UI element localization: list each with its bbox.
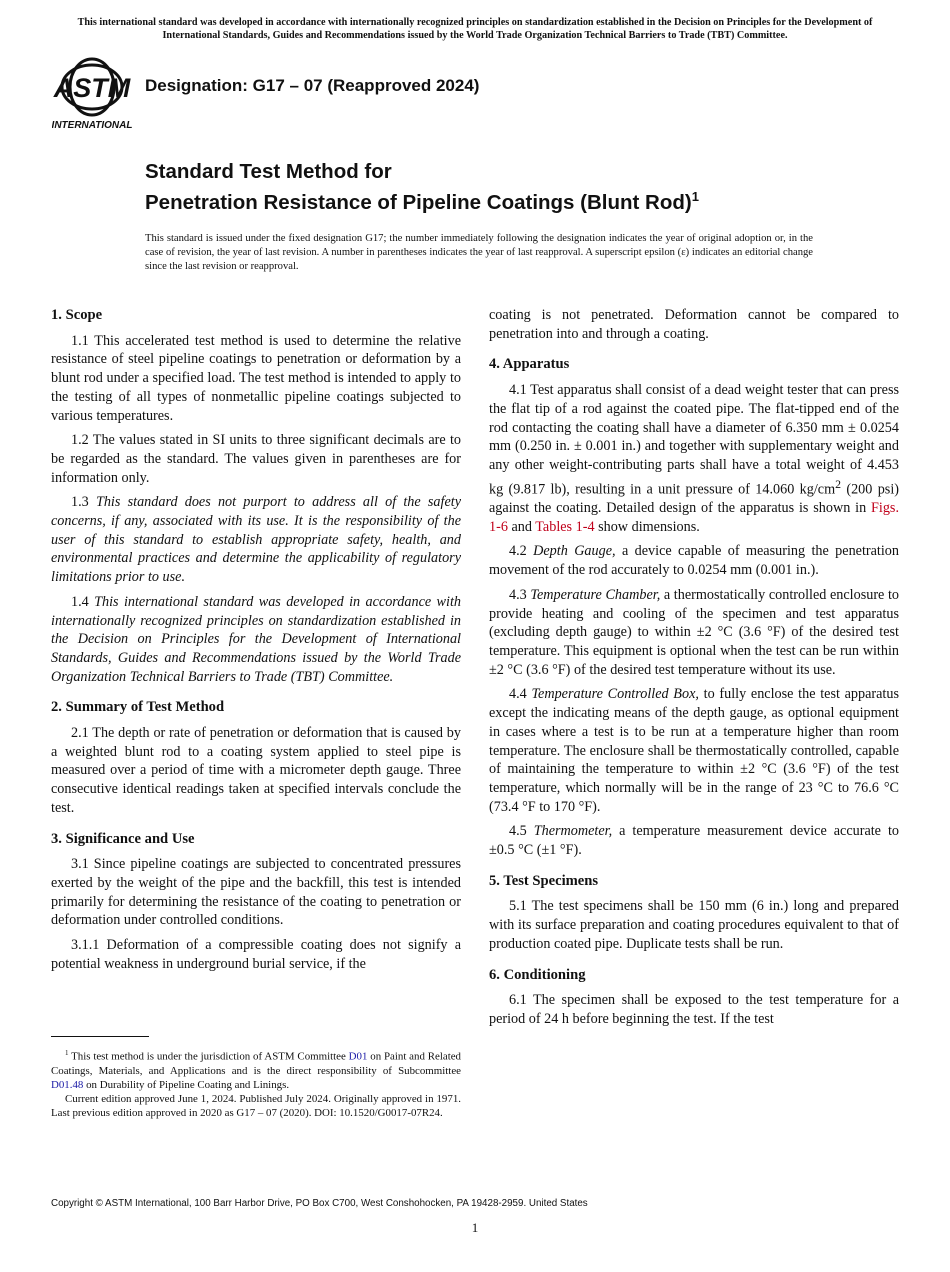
paragraph-3-1-1: 3.1.1 Deformation of a compressible coating does not signify a potential weakness in underground burial service, if the: [51, 937, 461, 972]
footnote-1: $^1$ This test method is under the jurisdiction of ASTM Committee D01 on Paint and Related Coatings, Materials, and Applications and is the direct responsibility of Subcommittee D01.48 on Durability of Pipeline Coating and Linings.: [51, 1049, 461, 1092]
section-heading: 4. Apparatus: [489, 356, 570, 373]
paragraph-1-3: 1.3 This standard does not purport to address all of the safety concerns, if any, associated with its use. It is the responsibility of the user of this standard to establish appropriate safety, health, and environmental practices and determine the applicability of regulatory limitations prior to use.: [51, 494, 461, 586]
section-heading: 6. Conditioning: [489, 966, 586, 983]
section-scope: [51, 306, 461, 686]
page-title: [145, 159, 865, 215]
copyright-notice: Copyright © ASTM International, 100 Barr Harbor Drive, PO Box C700, West Conshohocken, PA 19428-2959. United States: [51, 1198, 588, 1209]
page-number: 1: [471, 1220, 479, 1235]
section-conditioning: [489, 966, 899, 1029]
paragraph-4-1: 4.1 Test apparatus shall consist of a dead weight tester that can press the flat tip of a rod against the coated pipe. The flat-tipped end of the rod contacting the coating shall have a diameter of 6.350 mm ± 0.0254 mm (0.250 in. ± 0.001 in.) and together with supplementary weight and any other weight-contributing parts shall have a total weight of 4.453 kg (9.817 lb), resulting in a unit pressure of 14.060 $kg/cm^2$ (200 psi) against the coating. Detailed design of the apparatus is shown in Figs. 1-6 and Tables 1-4 show dimensions.: [489, 382, 899, 535]
footnotes: [51, 1046, 461, 1121]
astm-logo-icon: [52, 56, 136, 132]
issuance-statement: This standard is issued under the fixed designation G17; the number immediately following the designation indicates the year of original adoption or, in the case of revision, the year of last revision. A number in parentheses indicates the year of last reapproval. A superscript epsilon (ε) indicates an editorial change since the last revision or reapproval.: [145, 233, 813, 272]
paragraph-3-1: 3.1 Since pipeline coatings are subjected to concentrated pressures exerted by the weight of the pipe and the backfill, this test is intended primarily for determining the resistance of the coating to penetration or deformation under controlled conditions.: [51, 856, 461, 929]
committee-link[interactable]: D01: [348, 1050, 368, 1063]
paragraph-4-4: 4.4 Temperature Controlled Box, to fully enclose the test apparatus except the indicating means of the depth gauge, as optional equipment in cases where a test is to be run at a temperature higher than room temperature. The enclosure shall be thermostatically controlled, capable of maintaining the temperature to within ±2 °C (3.6 °F) of the test temperature, which normally will be in the range of 23 °C to 76.6 °C (73.4 °F to 170 °F).: [489, 686, 899, 815]
tbt-banner: This international standard was developed in accordance with internationally recognized principles on standardization established in the Decision on Principles for the Development of International Standards, Guides and Recommendations issued by the World Trade Organization Technical Barriers to Trade (TBT) Committee.: [77, 17, 873, 41]
section-summary: [51, 698, 461, 817]
paragraph-6-1: 6.1 The specimen shall be exposed to the test temperature for a period of 24 h before beginning the test. If the test: [489, 992, 899, 1027]
section-significance-continued: [489, 306, 899, 343]
designation: Designation: G17 – 07 (Reapproved 2024): [145, 76, 480, 95]
tables-link[interactable]: Tables 1-4: [535, 518, 595, 535]
logo-text: INTERNATIONAL: [52, 120, 133, 131]
paragraph-5-1: 5.1 The test specimens shall be 150 mm (6 in.) long and prepared with its surface preparation and coating procedures equivalent to that of production coated pipe. Duplicate tests shall be run.: [489, 898, 899, 952]
title-line-2: Penetration Resistance of Pipeline Coatings (Blunt Rod)$^1$: [145, 189, 699, 214]
section-significance: [51, 830, 461, 974]
section-heading: 1. Scope: [51, 307, 103, 323]
paragraph-1-1: 1.1 This accelerated test method is used to determine the relative resistance of steel pipeline coatings to penetration or deformation by a blunt rod under a specified load. The test method is intended to apply to the testing of all types of nonmetallic pipeline coatings subjected to various temperatures.: [51, 332, 461, 424]
section-heading: 5. Test Specimens: [489, 872, 599, 889]
title-footnote-mark: 1: [691, 189, 699, 204]
right-column: [489, 306, 899, 1041]
section-apparatus: [489, 355, 899, 859]
subcommittee-link[interactable]: D01.48: [51, 1079, 84, 1092]
svg-text:ASTM: ASTM: [53, 73, 131, 103]
paragraph-4-5: 4.5 Thermometer, a temperature measurement device accurate to ±0.5 °C (±1 °F).: [489, 823, 899, 859]
section-test-specimens: [489, 872, 899, 954]
footnote-edition: Current edition approved June 1, 2024. Published July 2024. Originally approved in 1971. Last previous edition approved in 2020 as G17 – 07 (2020). DOI: 10.1520/G0017-07R24.: [51, 1093, 461, 1120]
paragraph-3-1-1-continued: coating is not penetrated. Deformation cannot be compared to penetration into and through a coating.: [489, 307, 899, 342]
section-heading: 3. Significance and Use: [51, 830, 195, 847]
paragraph-4-3: 4.3 Temperature Chamber, a thermostatically controlled enclosure to provide heating and cooling of the specimen and test apparatus (excluding depth gauge) to within ±2 °C (3.6 °F) of the desired test temperature. This equipment is optional when the test can be run within ±2 °C (3.6 °F) of the desired test temperature without its use.: [489, 586, 899, 678]
figures-link[interactable]: Figs. 1-6: [489, 500, 899, 535]
paragraph-2-1: 2.1 The depth or rate of penetration or deformation that is caused by a weighted blunt rod to a coating system applied to steel pipe is measured over a period of time with a micrometer depth gauge. Three consecutive identical readings taken at specified intervals conclude the test.: [51, 725, 461, 816]
left-column: [51, 306, 461, 986]
section-heading: 2. Summary of Test Method: [51, 699, 225, 716]
paragraph-1-4: 1.4 This international standard was developed in accordance with internationally recognized principles on standardization established in the Decision on Principles for the Development of International Standards, Guides and Recommendations issued by the World Trade Organization Technical Barriers to Trade (TBT) Committee.: [51, 593, 461, 685]
paragraph-4-2: 4.2 Depth Gauge, a device capable of measuring the penetration movement of the rod accurately to 0.0254 mm (0.001 in.).: [489, 543, 899, 579]
footnote-divider: [51, 1036, 149, 1037]
paragraph-1-2: 1.2 The values stated in SI units to three significant decimals are to be regarded as the standard. The values given in parentheses are for information only.: [51, 432, 461, 486]
title-line-1: Standard Test Method for: [145, 160, 392, 183]
